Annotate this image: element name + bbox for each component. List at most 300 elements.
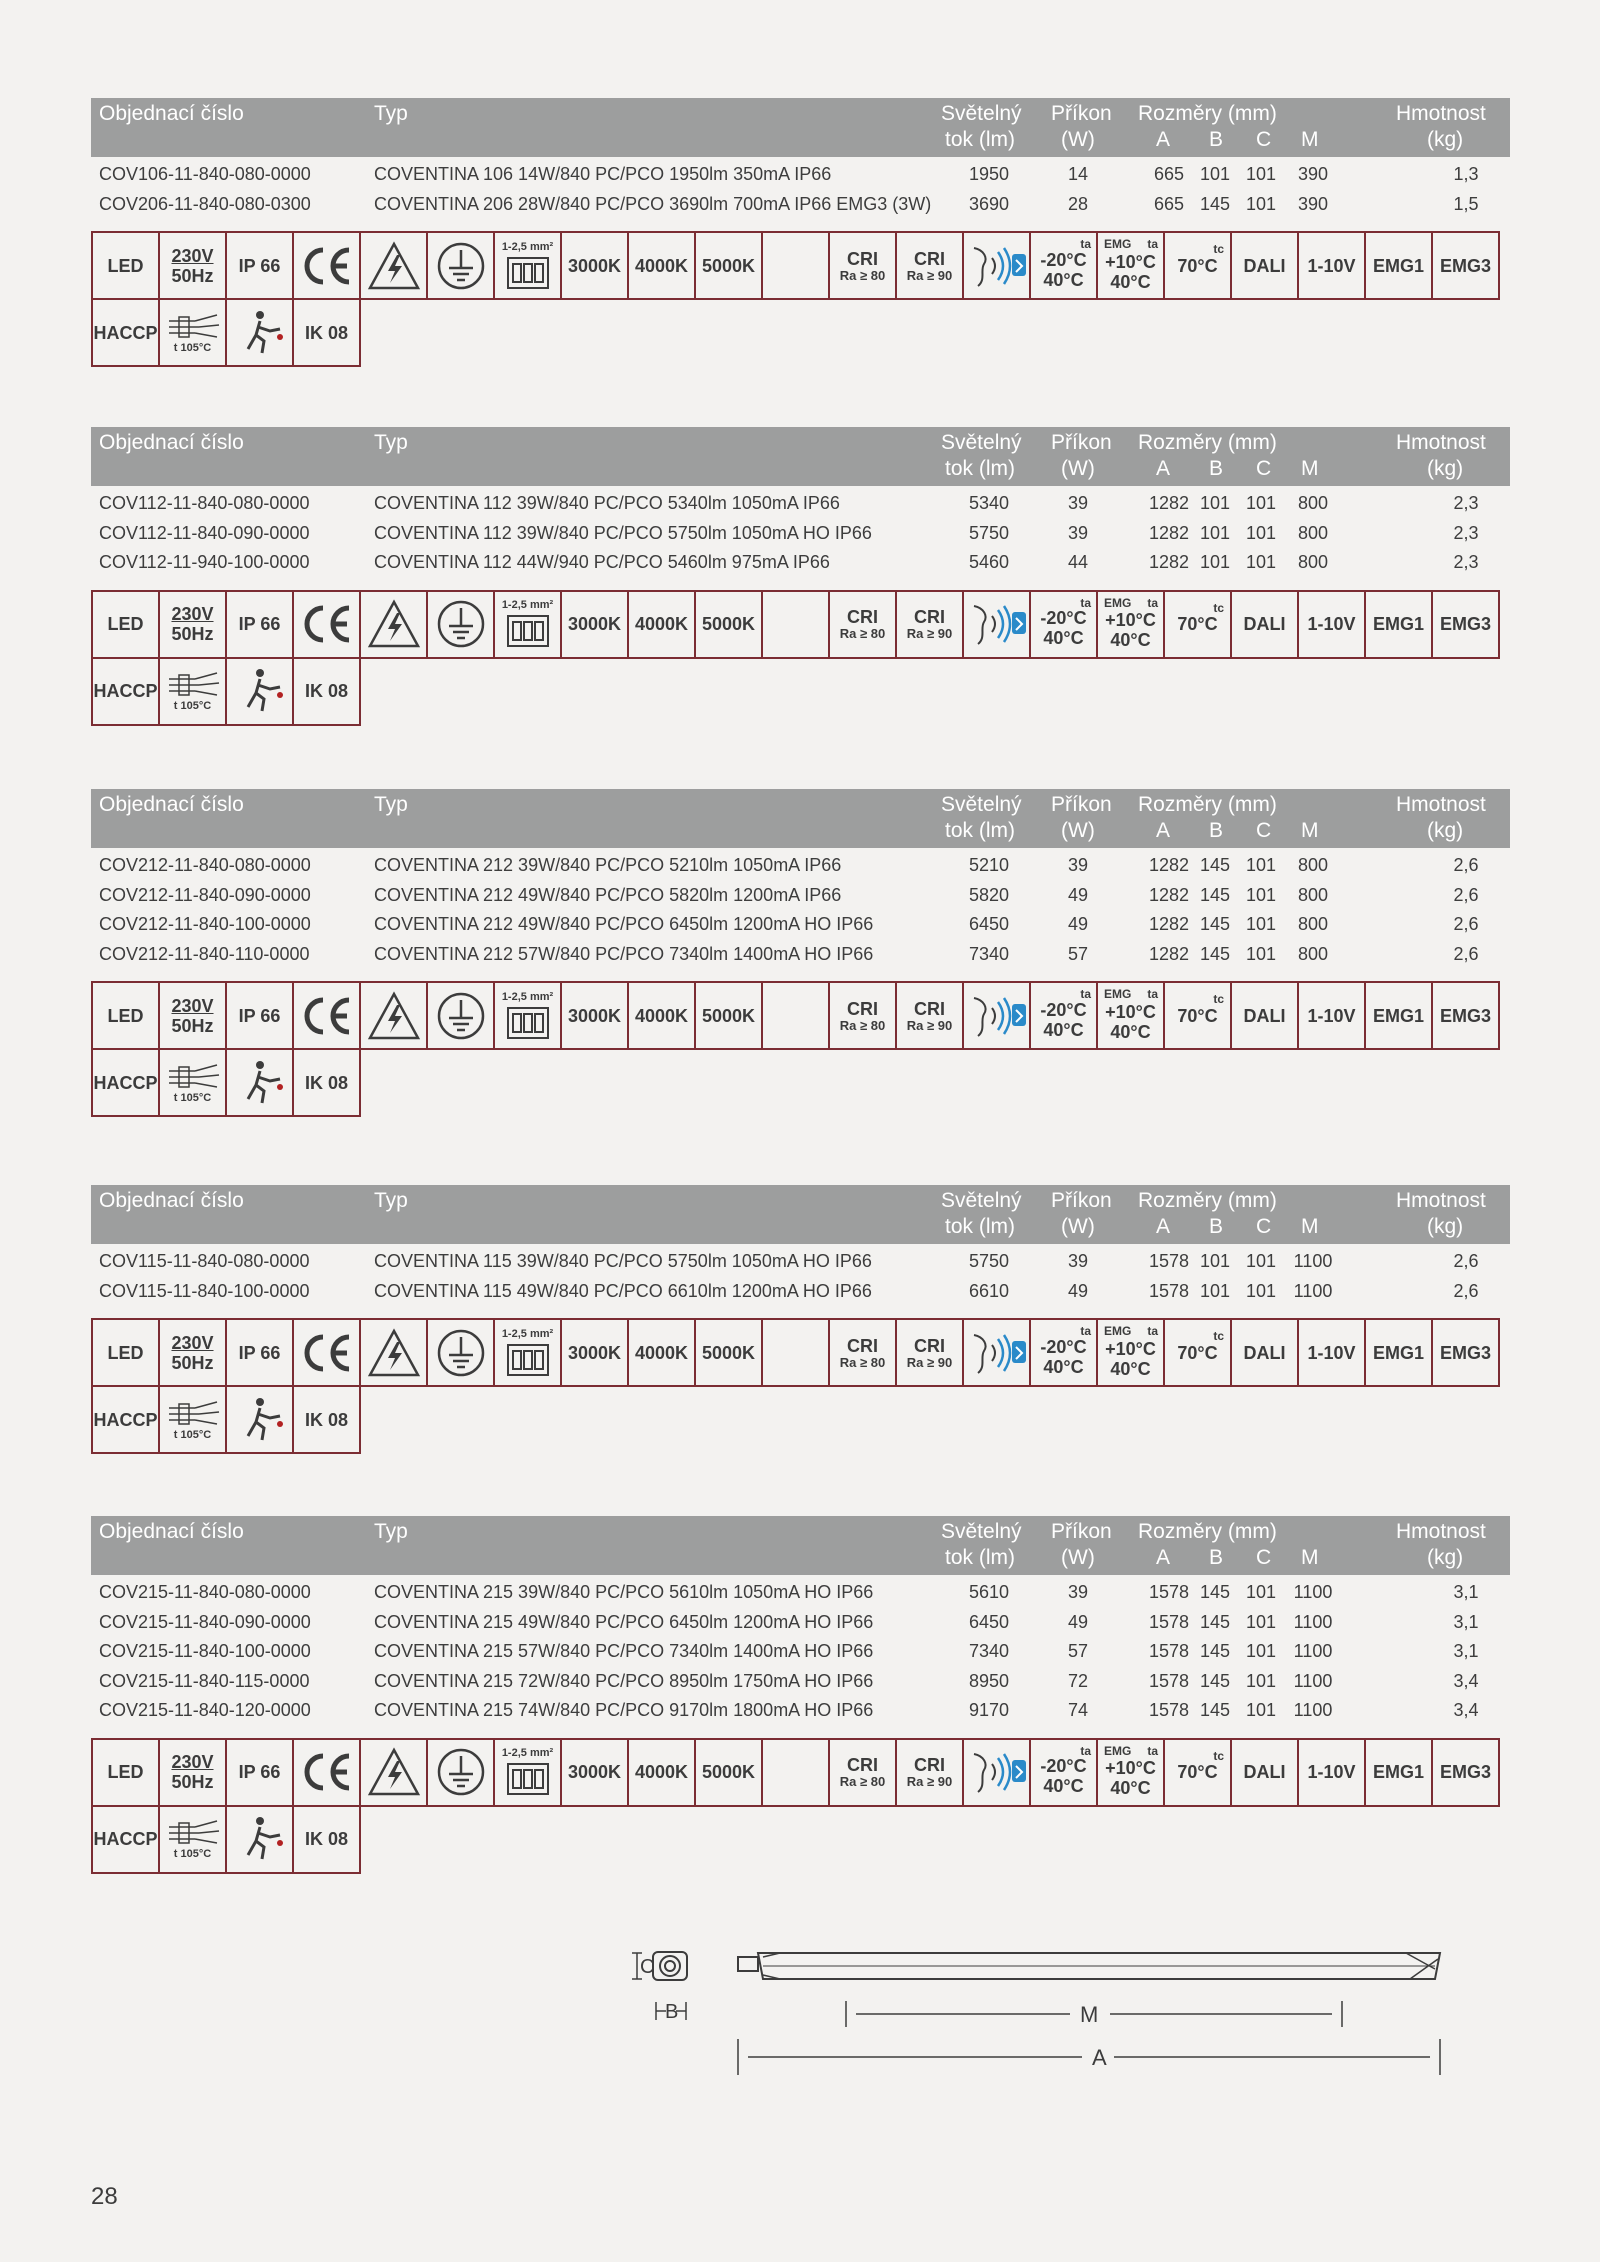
table-header [91,427,1510,486]
feature-icon-strip [91,590,1510,726]
cri-90-cell: CRI Ra ≥ 90 [895,1738,964,1807]
protective-earth-icon [426,590,495,659]
emg1-cell: EMG1 [1364,590,1433,659]
frequency-label: 50Hz [171,1772,214,1792]
header-dims: Rozměry (mm) [1138,431,1277,454]
wire-size-label: 1-2,5 mm² [501,599,554,611]
header-power-unit: (W) [1061,128,1095,151]
wire-terminal-cell [493,981,562,1050]
ambient-temp-cell: ta -20°C 40°C [1029,1318,1098,1387]
header-lumen-unit: tok (lm) [945,1215,1015,1238]
header-type: Typ [374,102,408,125]
cell-w: 57 [1067,1641,1089,1661]
cct-3000k: 3000K [560,1738,629,1807]
cell-kg: 1,3 [1453,164,1479,184]
header-weight-unit: (kg) [1427,819,1464,842]
cell-c: 101 [1245,1251,1277,1271]
cell-c: 101 [1245,1670,1277,1691]
cable-icon [165,1817,221,1847]
header-dim-a: A [1156,819,1171,842]
cable-temp-cell [158,657,227,726]
terminal-block-icon [505,1341,551,1379]
header-lumen: Světelný [941,1520,1022,1543]
cell-b: 145 [1199,1700,1231,1720]
header-dim-b: B [1209,457,1224,480]
header-weight: Hmotnost [1396,102,1486,125]
cable-icon [165,669,221,699]
voltage-label: 230V [171,1752,214,1772]
cable-temp-label: t 105°C [173,1848,212,1860]
cell-w: 14 [1067,164,1089,184]
cell-lm: 5340 [968,493,1010,513]
cell-m: 800 [1297,943,1329,964]
cell-a: 665 [1153,193,1185,214]
wire-size-label: 1-2,5 mm² [501,990,554,1003]
header-weight: Hmotnost [1396,793,1486,816]
cell-w: 39 [1067,522,1089,543]
header-dim-b: B [1209,1215,1224,1238]
cell-b: 101 [1199,493,1231,513]
header-dim-c: C [1256,128,1272,151]
emg1-cell: EMG1 [1364,981,1433,1050]
frequency-label: 50Hz [171,1015,214,1036]
emg-temp-cell: EMG ta +10°C 40°C [1096,1738,1165,1807]
header-power-unit: (W) [1061,457,1095,480]
cell-c: 101 [1245,522,1277,543]
cell-w: 39 [1067,1582,1089,1602]
cell-type: COVENTINA 112 39W/840 PC/PCO 5750lm 1050mA HO IP66 [374,522,872,543]
cell-w: 72 [1067,1670,1089,1691]
table-row [91,1636,1510,1666]
cell-lm: 7340 [968,1641,1010,1661]
high-voltage-warning-icon [359,231,428,300]
table-row [91,1246,1510,1276]
cell-c: 101 [1245,914,1277,934]
cct-5000k: 5000K [694,231,763,300]
impact-test-icon [225,1048,294,1117]
header-dim-m: M [1301,457,1319,480]
empty-cell [761,981,830,1050]
wire-terminal-cell [493,231,562,300]
product-section [91,789,1510,1117]
led-icon: LED [91,1318,160,1387]
cell-kg: 1,5 [1453,193,1479,214]
voltage-label: 230V [171,995,214,1016]
led-icon: LED [91,981,160,1050]
header-type: Typ [374,793,408,816]
product-section [91,98,1510,367]
ce-mark-icon [292,590,361,659]
cell-code: COV212-11-840-110-0000 [99,943,310,964]
case-temp-cell: tc 70°C [1163,590,1232,659]
header-lumen: Světelný [941,793,1022,816]
voltage-label: 230V [171,1332,214,1353]
ik-rating-cell: IK 08 [292,1805,361,1874]
cell-a: 1578 [1148,1641,1190,1661]
cable-icon [165,311,221,341]
cell-code: COV215-11-840-100-0000 [99,1641,311,1661]
cell-type: COVENTINA 112 39W/840 PC/PCO 5340lm 1050mA IP66 [374,493,840,513]
table-header [91,1516,1510,1575]
cell-a: 1578 [1148,1700,1190,1720]
header-type: Typ [374,1189,408,1212]
voltage-cell [158,231,227,300]
cell-m: 390 [1297,164,1329,184]
cell-b: 101 [1199,552,1231,572]
cell-a: 665 [1153,164,1185,184]
ip-rating-cell: IP 66 [225,231,294,300]
cct-5000k: 5000K [694,590,763,659]
cell-lm: 1950 [968,164,1010,184]
table-body [91,488,1510,577]
cell-m: 800 [1297,855,1329,875]
cell-a: 1578 [1148,1280,1190,1301]
case-temp-cell: tc 70°C [1163,981,1232,1050]
table-row [91,1607,1510,1637]
ip-rating-cell: IP 66 [225,981,294,1050]
dimming-1-10v-cell: 1-10V [1297,590,1366,659]
cell-m: 1100 [1293,1611,1333,1632]
header-power-unit: (W) [1061,1215,1095,1238]
cell-c: 101 [1245,193,1277,214]
terminal-block-icon [505,1004,551,1042]
cell-code: COV115-11-840-100-0000 [99,1280,310,1301]
table-row [91,850,1510,880]
page-number: 28 [91,2183,118,2210]
header-weight-unit: (kg) [1427,128,1464,151]
cell-code: COV215-11-840-080-0000 [99,1582,311,1602]
cell-a: 1282 [1148,493,1190,513]
cell-lm: 5750 [968,522,1010,543]
cell-b: 101 [1199,522,1231,543]
cell-c: 101 [1245,164,1277,184]
header-lumen-unit: tok (lm) [945,1546,1015,1569]
table-row [91,939,1510,969]
emg3-cell: EMG3 [1431,590,1500,659]
ip-rating-cell: IP 66 [225,1738,294,1807]
cct-3000k: 3000K [560,981,629,1050]
cri-80-cell: CRI Ra ≥ 80 [828,981,897,1050]
header-dim-c: C [1256,457,1272,480]
ik-rating-cell: IK 08 [292,657,361,726]
cell-w: 74 [1067,1700,1089,1720]
cell-lm: 5610 [968,1582,1010,1602]
cell-lm: 6450 [968,1611,1010,1632]
header-code: Objednací číslo [99,102,244,125]
protective-earth-icon [426,1318,495,1387]
voltage-cell [158,1738,227,1807]
cable-temp-cell [158,1385,227,1454]
header-dim-m: M [1301,1546,1319,1569]
table-body [91,850,1510,968]
dali-cell: DALI [1230,981,1299,1050]
cell-w: 39 [1067,855,1089,875]
header-lumen-unit: tok (lm) [945,128,1015,151]
cell-kg: 2,3 [1453,522,1479,543]
table-row [91,159,1510,189]
terminal-block-icon [505,612,551,650]
ce-mark-icon [292,1318,361,1387]
cell-lm: 3690 [968,193,1010,214]
cri-80-cell: CRI Ra ≥ 80 [828,231,897,300]
cell-b: 145 [1199,914,1231,934]
cell-m: 1100 [1293,1641,1333,1661]
protective-earth-icon [426,981,495,1050]
dali-cell: DALI [1230,1318,1299,1387]
dimming-1-10v-cell: 1-10V [1297,231,1366,300]
case-temp-cell: tc 70°C [1163,1738,1232,1807]
ambient-temp-cell: ta -20°C 40°C [1029,590,1098,659]
cell-b: 145 [1199,1611,1231,1632]
cell-c: 101 [1245,855,1277,875]
header-dim-c: C [1256,1546,1272,1569]
cell-lm: 8950 [968,1670,1010,1691]
cell-a: 1282 [1148,943,1190,964]
dali-cell: DALI [1230,231,1299,300]
cell-c: 101 [1245,884,1277,905]
frequency-label: 50Hz [171,1352,214,1373]
cell-b: 145 [1199,855,1231,875]
cell-code: COV212-11-840-080-0000 [99,855,311,875]
cct-5000k: 5000K [694,1318,763,1387]
cell-b: 145 [1199,943,1231,964]
cell-lm: 7340 [968,943,1010,964]
product-section [91,1516,1510,1874]
cell-b: 145 [1199,1641,1231,1661]
header-dims: Rozměry (mm) [1138,1520,1277,1543]
feature-icon-strip [91,1318,1510,1454]
header-weight-unit: (kg) [1427,1546,1464,1569]
emg1-cell: EMG1 [1364,1738,1433,1807]
cable-temp-cell [158,1048,227,1117]
cell-kg: 3,1 [1453,1611,1479,1632]
cell-w: 28 [1067,193,1089,214]
cell-w: 49 [1067,914,1089,934]
empty-cell [761,1318,830,1387]
protective-earth-icon [426,1738,495,1807]
cell-m: 800 [1297,552,1329,572]
cable-icon [165,1061,221,1091]
case-temp-cell: tc 70°C [1163,1318,1232,1387]
cell-lm: 5750 [968,1251,1010,1271]
dim-a-label: A [1092,2045,1107,2070]
cell-type: COVENTINA 206 28W/840 PC/PCO 3690lm 700mA IP66 EMG3 (3W) [374,193,932,214]
cell-type: COVENTINA 215 74W/840 PC/PCO 9170lm 1800mA HO IP66 [374,1700,874,1720]
led-icon: LED [91,590,160,659]
cell-a: 1282 [1148,884,1190,905]
wire-size-label: 1-2,5 mm² [501,240,554,253]
cell-type: COVENTINA 215 57W/840 PC/PCO 7340lm 1400mA HO IP66 [374,1641,874,1661]
cell-w: 49 [1067,1611,1089,1632]
header-lumen-unit: tok (lm) [945,819,1015,842]
emg-temp-cell: EMG ta +10°C 40°C [1096,1318,1165,1387]
empty-cell [761,590,830,659]
header-weight-unit: (kg) [1427,457,1464,480]
voltage-cell [158,590,227,659]
header-code: Objednací číslo [99,431,244,454]
wire-terminal-cell [493,1318,562,1387]
cri-80-cell: CRI Ra ≥ 80 [828,1318,897,1387]
ce-mark-icon [292,981,361,1050]
cell-b: 145 [1199,1582,1231,1602]
led-icon: LED [91,231,160,300]
dali-cell: DALI [1230,1738,1299,1807]
cct-5000k: 5000K [694,981,763,1050]
table-row [91,909,1510,939]
cable-temp-label: t 105°C [173,1091,212,1104]
cell-b: 145 [1199,193,1231,214]
cell-kg: 2,6 [1453,884,1479,905]
cri-90-cell: CRI Ra ≥ 90 [895,1318,964,1387]
cell-type: COVENTINA 212 49W/840 PC/PCO 5820lm 1200mA IP66 [374,884,842,905]
header-power: Příkon [1051,431,1112,454]
ambient-temp-cell: ta -20°C 40°C [1029,1738,1098,1807]
cell-c: 101 [1245,1582,1277,1602]
header-lumen-unit: tok (lm) [945,457,1015,480]
table-row [91,488,1510,518]
product-section [91,427,1510,726]
cell-c: 101 [1245,552,1277,572]
impact-test-icon [225,657,294,726]
header-weight-unit: (kg) [1427,1215,1464,1238]
header-dims: Rozměry (mm) [1138,1189,1277,1212]
cell-m: 1100 [1293,1280,1333,1301]
cell-c: 101 [1245,1611,1277,1632]
voltage-cell [158,981,227,1050]
feature-icon-strip [91,981,1510,1117]
header-weight: Hmotnost [1396,1189,1486,1212]
cct-4000k: 4000K [627,1318,696,1387]
cell-kg: 2,6 [1453,1251,1479,1271]
cell-type: COVENTINA 215 49W/840 PC/PCO 6450lm 1200mA HO IP66 [374,1611,874,1632]
header-dim-a: A [1156,1546,1171,1569]
motion-sensor-icon [962,1318,1031,1387]
table-row [91,1695,1510,1725]
dim-m-label: M [1080,2002,1099,2027]
high-voltage-warning-icon [359,1318,428,1387]
cell-kg: 2,6 [1453,914,1479,934]
haccp-cell: HACCP [91,1805,160,1874]
cell-code: COV212-11-840-100-0000 [99,914,311,934]
header-dim-m: M [1301,819,1319,842]
ik-rating-cell: IK 08 [292,1385,361,1454]
emg-temp-cell: EMG ta +10°C 40°C [1096,981,1165,1050]
cell-m: 390 [1297,193,1329,214]
header-code: Objednací číslo [99,1189,244,1212]
cell-w: 57 [1067,943,1089,964]
table-body [91,159,1510,218]
cell-lm: 5210 [968,855,1010,875]
cell-m: 1100 [1293,1670,1333,1691]
header-dim-m: M [1301,1215,1319,1238]
cri-90-cell: CRI Ra ≥ 90 [895,981,964,1050]
emg1-cell: EMG1 [1364,231,1433,300]
wire-terminal-cell [493,1738,562,1807]
cable-temp-label: t 105°C [173,700,212,712]
header-dims: Rozměry (mm) [1138,102,1277,125]
table-row [91,1577,1510,1607]
case-temp-cell: tc 70°C [1163,231,1232,300]
cri-90-cell: CRI Ra ≥ 90 [895,590,964,659]
cell-m: 1100 [1293,1251,1333,1271]
header-type: Typ [374,1520,408,1543]
header-weight: Hmotnost [1396,1520,1486,1543]
cct-4000k: 4000K [627,1738,696,1807]
cell-lm: 5820 [968,884,1010,905]
cell-w: 39 [1067,1251,1089,1271]
header-dim-c: C [1256,819,1272,842]
cell-m: 1100 [1293,1582,1333,1602]
header-dim-c: C [1256,1215,1272,1238]
header-weight: Hmotnost [1396,431,1486,454]
wire-terminal-cell [493,590,562,659]
header-lumen: Světelný [941,1189,1022,1212]
ik-rating-cell: IK 08 [292,298,361,367]
cell-w: 49 [1067,1280,1089,1301]
dimming-1-10v-cell: 1-10V [1297,1318,1366,1387]
haccp-cell: HACCP [91,657,160,726]
ambient-temp-cell: ta -20°C 40°C [1029,981,1098,1050]
table-row [91,189,1510,219]
motion-sensor-icon [962,1738,1031,1807]
cell-code: COV206-11-840-080-0300 [99,193,311,214]
wire-size-label: 1-2,5 mm² [501,1327,554,1340]
cell-lm: 5460 [968,552,1010,572]
motion-sensor-icon [962,981,1031,1050]
terminal-block-icon [505,1760,551,1798]
haccp-cell: HACCP [91,298,160,367]
cell-w: 49 [1067,884,1089,905]
cable-icon [165,1398,221,1428]
cri-80-cell: CRI Ra ≥ 80 [828,590,897,659]
cell-m: 800 [1297,884,1329,905]
cell-c: 101 [1245,1641,1277,1661]
header-power-unit: (W) [1061,819,1095,842]
header-dims: Rozměry (mm) [1138,793,1277,816]
cell-m: 800 [1297,522,1329,543]
side-view-icon [738,1953,1440,1979]
table-header [91,98,1510,157]
cell-b: 101 [1199,164,1231,184]
table-body [91,1246,1510,1305]
table-row [91,880,1510,910]
dali-cell: DALI [1230,590,1299,659]
header-dim-b: B [1209,1546,1224,1569]
wire-size-label: 1-2,5 mm² [501,1747,554,1759]
cell-kg: 2,3 [1453,552,1479,572]
cell-type: COVENTINA 112 44W/940 PC/PCO 5460lm 975mA IP66 [374,552,830,572]
led-icon: LED [91,1738,160,1807]
cell-code: COV215-11-840-115-0000 [99,1670,310,1691]
ambient-temp-cell: ta -20°C 40°C [1029,231,1098,300]
cell-b: 101 [1199,1280,1231,1301]
cell-c: 101 [1245,943,1277,964]
table-body [91,1577,1510,1725]
cct-3000k: 3000K [560,1318,629,1387]
cell-code: COV112-11-840-090-0000 [99,522,310,543]
frequency-label: 50Hz [171,624,214,644]
cell-type: COVENTINA 215 72W/840 PC/PCO 8950lm 1750mA HO IP66 [374,1670,874,1691]
cell-code: COV212-11-840-090-0000 [99,884,311,905]
cell-lm: 9170 [968,1700,1010,1720]
protective-earth-icon [426,231,495,300]
cell-a: 1578 [1148,1670,1190,1691]
table-row [91,1276,1510,1306]
header-dim-b: B [1209,128,1224,151]
cell-code: COV115-11-840-080-0000 [99,1251,310,1271]
cell-a: 1578 [1148,1251,1190,1271]
product-section [91,1185,1510,1454]
